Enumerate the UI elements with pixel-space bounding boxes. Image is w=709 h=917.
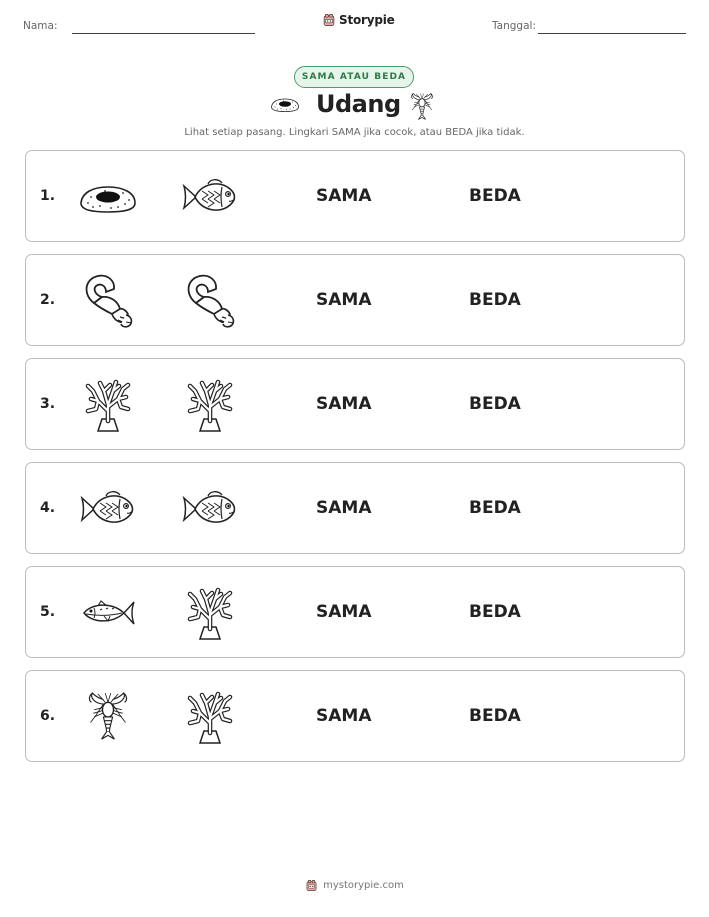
lobster-icon <box>85 691 131 743</box>
lobster-claw-icon <box>80 273 136 329</box>
storypie-logo-icon <box>305 879 318 892</box>
option-same[interactable]: SAMA <box>316 186 372 206</box>
fish-icon <box>182 177 238 217</box>
lobster-claw-icon <box>182 273 238 329</box>
footer-site: mystorypie.com <box>323 880 404 891</box>
coral-icon <box>185 689 235 745</box>
left-picture <box>78 486 138 532</box>
left-picture <box>78 382 138 428</box>
right-picture <box>180 278 240 324</box>
right-picture <box>180 486 240 532</box>
question-list <box>25 150 685 774</box>
option-different[interactable]: BEDA <box>469 706 521 726</box>
option-different[interactable]: BEDA <box>469 602 521 622</box>
option-same[interactable]: SAMA <box>316 602 372 622</box>
option-different[interactable]: BEDA <box>469 186 521 206</box>
title-row <box>0 90 709 124</box>
footer <box>0 879 709 892</box>
question-row <box>25 462 685 554</box>
page-title: Udang <box>316 90 401 118</box>
brand-name: Storypie <box>339 13 395 27</box>
right-picture <box>180 590 240 636</box>
worksheet-header <box>0 0 709 50</box>
option-same[interactable]: SAMA <box>316 290 372 310</box>
question-row <box>25 150 685 242</box>
left-picture <box>78 174 138 220</box>
left-picture <box>78 590 138 636</box>
sand-hole-icon <box>270 95 300 113</box>
storypie-logo-icon <box>322 13 336 27</box>
sand-hole-icon <box>78 179 138 215</box>
name-line <box>72 33 255 34</box>
right-picture <box>180 694 240 740</box>
tuna-fish-icon <box>80 598 136 628</box>
question-number: 1. <box>40 188 56 204</box>
date-label: Tanggal: <box>492 20 536 32</box>
fish-icon <box>182 489 238 529</box>
question-row <box>25 358 685 450</box>
brand-logo <box>322 13 395 27</box>
activity-badge: SAMA ATAU BEDA <box>294 66 414 88</box>
left-picture <box>78 694 138 740</box>
question-number: 3. <box>40 396 56 412</box>
question-row <box>25 566 685 658</box>
question-number: 5. <box>40 604 56 620</box>
coral-icon <box>83 377 133 433</box>
option-same[interactable]: SAMA <box>316 706 372 726</box>
fish-icon <box>80 489 136 529</box>
coral-icon <box>185 377 235 433</box>
question-number: 6. <box>40 708 56 724</box>
question-row <box>25 670 685 762</box>
left-picture <box>78 278 138 324</box>
option-different[interactable]: BEDA <box>469 290 521 310</box>
question-row <box>25 254 685 346</box>
question-number: 4. <box>40 500 56 516</box>
option-same[interactable]: SAMA <box>316 394 372 414</box>
right-picture <box>180 382 240 428</box>
coral-icon <box>185 585 235 641</box>
option-different[interactable]: BEDA <box>469 394 521 414</box>
instructions: Lihat setiap pasang. Lingkari SAMA jika cocok, atau BEDA jika tidak. <box>184 127 525 138</box>
lobster-icon <box>409 92 435 122</box>
question-number: 2. <box>40 292 56 308</box>
option-different[interactable]: BEDA <box>469 498 521 518</box>
date-line <box>538 33 686 34</box>
option-same[interactable]: SAMA <box>316 498 372 518</box>
name-label: Nama: <box>23 20 58 32</box>
right-picture <box>180 174 240 220</box>
